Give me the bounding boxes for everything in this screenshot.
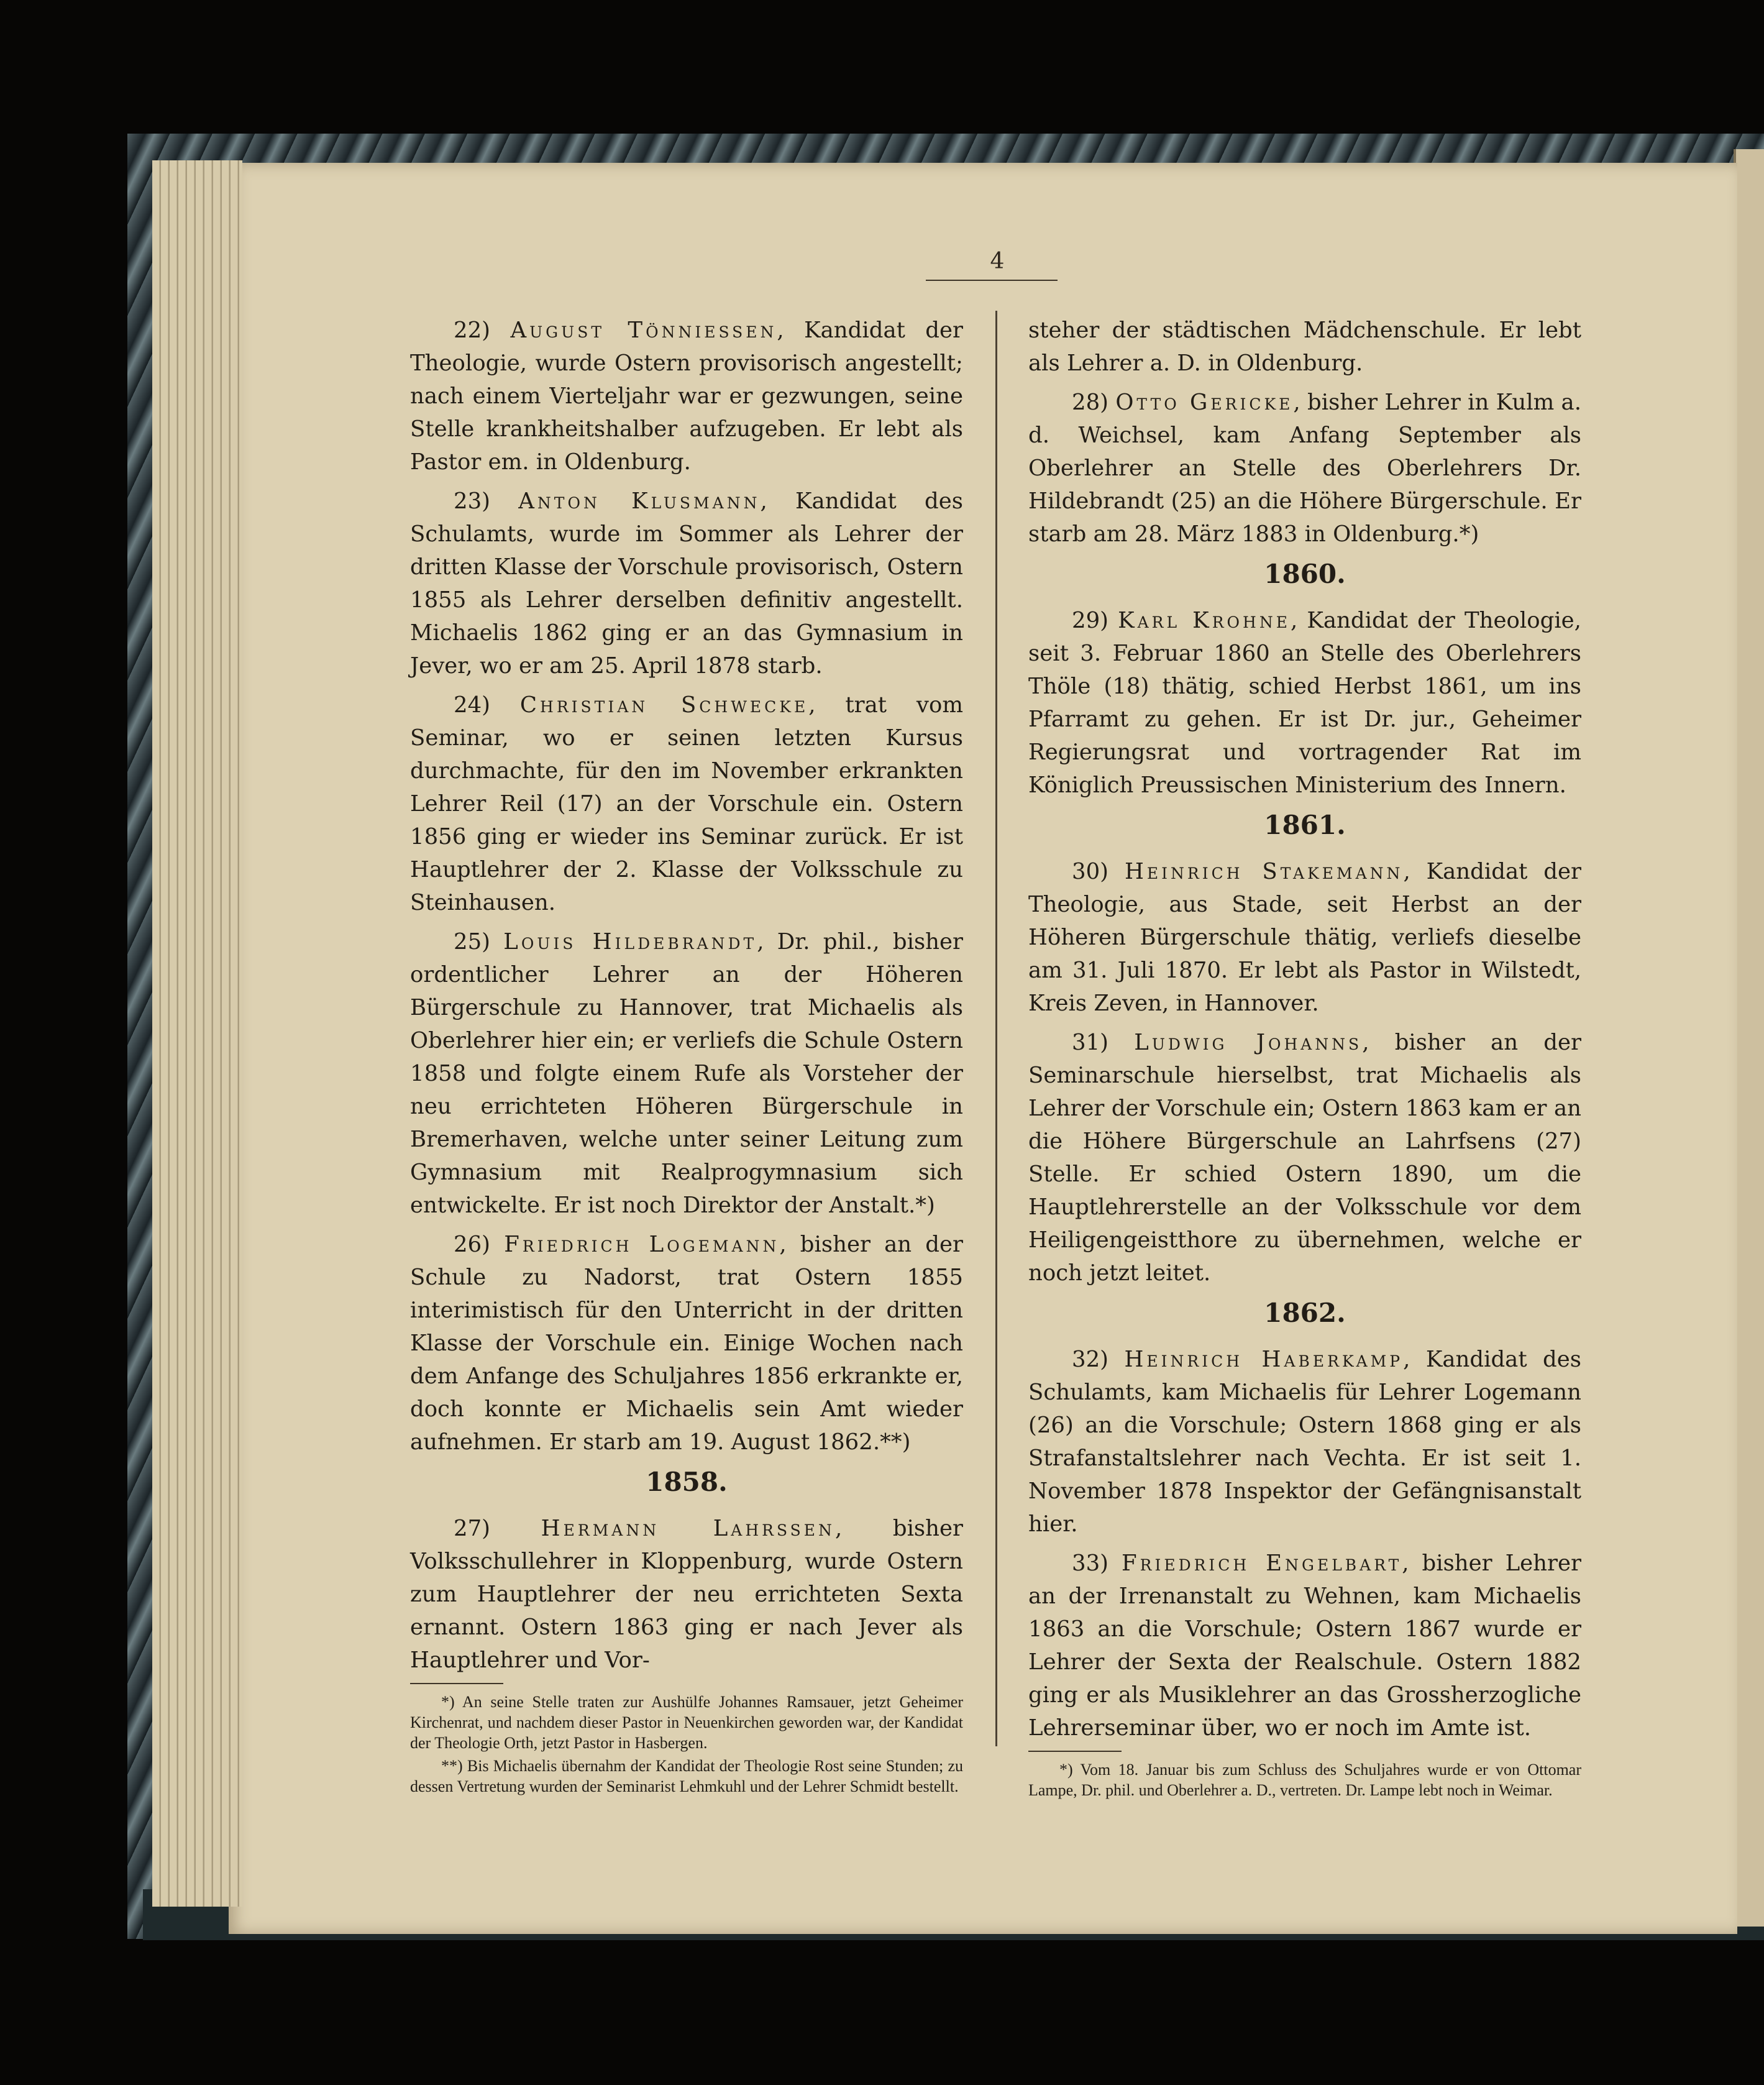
person-name: August Tönniessen (510, 318, 777, 343)
person-name: Ludwig Johanns (1134, 1030, 1363, 1055)
entry-number: 31) (1072, 1030, 1109, 1055)
entry-29 (1028, 604, 1581, 802)
left-column (410, 314, 963, 1799)
entry-text: , bisher Lehrer an der Irrenanstalt zu Wehnen, kam Michaelis 1863 an die Vorschule; Ostern 1867 wurde er Lehrer der Sexta der Realschule. Ostern 1882 ging er als Musiklehrer an das Grossherzogliche Lehrerseminar über, wo er noch im Amte ist. (1028, 1551, 1581, 1741)
person-name: Friedrich Engelbart (1121, 1551, 1402, 1576)
entry-22 (410, 314, 963, 479)
entry-text: , Kandidat des Schulamts, wurde im Sommer als Lehrer der dritten Klasse der Vorschule provisorisch, Ostern 1855 als Lehrer derselben definitiv angestellt. Michaelis 1862 ging er an das Gymnasium in Jever, wo er am 25. April 1878 starb. (410, 488, 963, 679)
entry-number: 24) (454, 692, 491, 718)
entry-25 (410, 925, 963, 1222)
entry-text: , Kandidat der Theologie, seit 3. Februar 1860 an Stelle des Oberlehrers Thöle (18) thätig, schied Herbst 1861, um ins Pfarramt zu gehen. Er ist Dr. jur., Geheimer Regierungsrat und vortragender Rat im Königlich Preussischen Ministerium des Innern. (1028, 608, 1581, 798)
entry-text: , Kandidat der Theologie, aus Stade, seit Herbst an der Höheren Bürgerschule thätig, verliefs dieselbe am 31. Juli 1870. Er lebt als Pastor in Wilstedt, Kreis Zeven, in Hannover. (1028, 859, 1581, 1016)
footnote-rule (1028, 1751, 1122, 1752)
entry-number: 30) (1072, 859, 1109, 884)
entry-number: 22) (454, 318, 491, 343)
entry-number: 23) (454, 488, 491, 514)
person-name: Karl Krohne (1118, 608, 1291, 633)
entry-24 (410, 689, 963, 919)
page-number: 4 (990, 249, 1005, 274)
entry-text: , Dr. phil., bisher ordentlicher Lehrer an der Höheren Bürgerschule zu Hannover, trat Michaelis als Oberlehrer hier ein; er verliefs die Schule Ostern 1858 und folgte einem Rufe als Vorsteher der neu errichteten Höheren Bürgerschule in Bremerhaven, welche unter seiner Leitung zum Gymnasium mit Realprogymnasium sich entwickelte. Er ist noch Direktor der Anstalt.*) (410, 929, 963, 1218)
entry-33 (1028, 1547, 1581, 1744)
entry-23 (410, 485, 963, 682)
person-name: Heinrich Stakemann (1124, 859, 1404, 884)
entry-27-continuation: steher der städtischen Mädchenschule. Er lebt als Lehrer a. D. in Oldenburg. (1028, 318, 1581, 376)
footnote-1: *) An seine Stelle traten zur Aushülfe Johannes Ramsauer, jetzt Geheimer Kirchenrat, und nachdem dieser Pastor in Neuenkirchen geworden war, der Kandidat der Theologie Orth, jetzt Pastor in Hasbergen. (410, 1693, 963, 1752)
column-divider (995, 311, 997, 1746)
entry-26 (410, 1228, 963, 1459)
facing-page-edge (1734, 149, 1764, 1927)
entry-31 (1028, 1026, 1581, 1290)
person-name: Hermann Lahrssen (541, 1516, 835, 1541)
entry-number: 26) (454, 1232, 491, 1257)
year-heading-1860: 1860. (1264, 559, 1346, 589)
right-column (1028, 314, 1581, 1803)
entry-text: , Kandidat des Schulamts, kam Michaelis für Lehrer Logemann (26) an die Vorschule; Ostern 1868 ging er als Strafanstaltslehrer nach Vechta. Er ist seit 1. November 1878 Inspektor der Gefängnisanstalt hier. (1028, 1347, 1581, 1537)
entry-number: 28) (1072, 390, 1109, 415)
entry-text: , bisher Lehrer in Kulm a. d. Weichsel, kam Anfang September als Oberlehrer an Stelle des Oberlehrers Dr. Hildebrandt (25) an die Höhere Bürgerschule. Er starb am 28. März 1883 in Oldenburg.*) (1028, 390, 1581, 547)
year-heading-1862: 1862. (1264, 1298, 1346, 1328)
footnote-rule (410, 1683, 503, 1684)
entry-number: 29) (1072, 608, 1109, 633)
entry-number: 25) (454, 929, 491, 955)
person-name: Otto Gericke (1115, 390, 1294, 415)
entry-30 (1028, 855, 1581, 1020)
entry-28 (1028, 386, 1581, 551)
entry-32 (1028, 1343, 1581, 1541)
page-stack-edges (152, 160, 242, 1907)
entry-text: , Kandidat der Theologie, wurde Ostern provisorisch angestellt; nach einem Vierteljahr war er gezwungen, seine Stelle krankheitshalber aufzugeben. Er lebt als Pastor em. in Oldenburg. (410, 318, 963, 475)
footnote-right: *) Vom 18. Januar bis zum Schluss des Schuljahres wurde er von Ottomar Lampe, Dr. phil. und Oberlehrer a. D., vertreten. Dr. Lampe lebt noch in Weimar. (1028, 1761, 1581, 1799)
footnote-2: **) Bis Michaelis übernahm der Kandidat der Theologie Rost seine Stunden; zu dessen Vertretung wurden der Seminarist Lehmkuhl und der Lehrer Schmidt bestellt. (410, 1757, 963, 1795)
header-rule (926, 280, 1058, 281)
entry-number: 32) (1072, 1347, 1109, 1372)
entry-text: , bisher an der Schule zu Nadorst, trat Ostern 1855 interimistisch für den Unterricht in der dritten Klasse der Vorschule ein. Einige Wochen nach dem Anfange des Schuljahres 1856 erkrankte er, doch konnte er Michaelis sein Amt wieder aufnehmen. Er starb am 19. August 1862.**) (410, 1232, 963, 1455)
person-name: Anton Klusmann (518, 488, 761, 514)
entry-text: , bisher Volksschullehrer in Kloppenburg, wurde Ostern zum Hauptlehrer der neu errichteten Sexta ernannt. Ostern 1863 ging er nach Jever als Hauptlehrer und Vor- (410, 1516, 963, 1673)
person-name: Christian Schwecke (519, 692, 809, 718)
entry-number: 27) (454, 1516, 491, 1541)
entry-text: , trat vom Seminar, wo er seinen letzten Kursus durchmachte, für den im November erkrankten Lehrer Reil (17) an der Vorschule ein. Ostern 1856 ging er wieder ins Seminar zurück. Er ist Hauptlehrer der 2. Klasse der Volksschule zu Steinhausen. (410, 692, 963, 915)
person-name: Friedrich Logemann (504, 1232, 780, 1257)
entry-27 (410, 1512, 963, 1677)
year-heading-1861: 1861. (1264, 810, 1346, 840)
person-name: Louis Hildebrandt (503, 929, 757, 955)
year-heading-1858: 1858. (646, 1467, 728, 1497)
person-name: Heinrich Haberkamp (1124, 1347, 1404, 1372)
entry-number: 33) (1072, 1551, 1109, 1576)
entry-text: , bisher an der Seminarschule hierselbst, trat Michaelis als Lehrer der Vorschule ein; Ostern 1863 kam er an die Höhere Bürgerschule an Lahrfsens (27) Stelle. Er schied Ostern 1890, um die Hauptlehrerstelle an der Volksschule vor dem Heiligengeistthore zu übernehmen, welche er noch jetzt leitet. (1028, 1030, 1581, 1286)
